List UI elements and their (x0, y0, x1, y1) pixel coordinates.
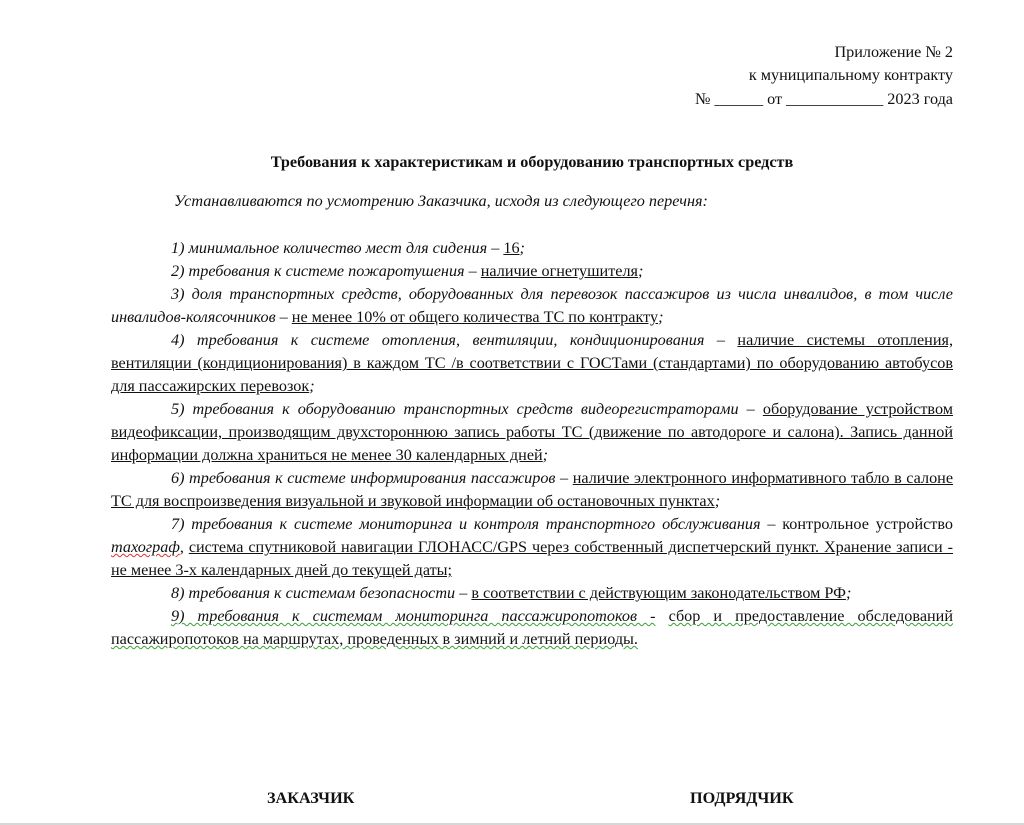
customer-signature-label: ЗАКАЗЧИК (267, 789, 355, 807)
requirement-value: система спутниковой навигации ГЛОНАСС/GPS через собственный диспетчерский пункт. Хранение записи - не менее 3-х календарных дней до текущей даты; (111, 538, 954, 579)
contractor-signature-label: ПОДРЯДЧИК (690, 789, 794, 807)
requirement-lead: 5) требования к оборудованию транспортных средств видеорегистраторами – (171, 400, 755, 418)
requirement-lead: 4) требования к системе отопления, вентиляции, кондиционирования – (171, 331, 725, 349)
requirement-lead: 7) требования к системе мониторинга и контроля транспортного обслуживания – (171, 515, 776, 533)
requirement-item: 6) требования к системе информирования пассажиров – наличие электронного информативного табло в салоне ТС для воспроизведения визуальной и звуковой информации об остановочных пунктах; (111, 469, 954, 510)
requirement-value: оборудование устройством видеофиксации, производящим двухстороннюю запись работы ТС (движение по автодороге и салона). Запись данной информации должна храниться не менее 30 календарных дней (111, 400, 953, 464)
contract-number-date: № ______ от ____________ 2023 года (695, 90, 953, 108)
requirement-value: сбор и предоставление обследований пассажиропотоков на маршрутах, проведенных в зимний и летний периоды. (111, 607, 954, 648)
contract-reference: к муниципальному контракту (748, 66, 953, 84)
appendix-number: Приложение № 2 (834, 43, 953, 61)
requirement-lead: 8) требования к системам безопасности – (171, 584, 468, 602)
requirement-lead: 2) требования к системе пожаротушения – (171, 262, 477, 280)
requirement-value-plain: контрольное устройство (782, 515, 953, 533)
requirement-value: 16 (503, 239, 520, 257)
requirement-lead: 3) доля транспортных средств, оборудованных для перевозок пассажиров из числа инвалидов, в том числе инвалидов-колясочников – (111, 285, 953, 326)
requirement-item: 7) требования к системе мониторинга и контроля транспортного обслуживания – контрольное устройство тахограф, система спутниковой навигации ГЛОНАСС/GPS через собственный диспетчерский пункт. Хранение записи - не менее 3-х календарных дней до текущей даты; (111, 515, 954, 579)
requirement-value: наличие системы отопления, вентиляции (кондиционирования) в каждом ТС /в соответствии с ГОСТами (стандартами) по оборудованию автобусов для пассажирских перевозок (111, 331, 953, 395)
intro-text: Устанавливаются по усмотрению Заказчика, исходя из следующего перечня: (174, 192, 708, 210)
requirement-item: 4) требования к системе отопления, вентиляции, кондиционирования – наличие системы отопления, вентиляции (кондиционирования) в каждом ТС /в соответствии с ГОСТами (стандартами) по оборудованию автобусов для пассажирских перевозок; (111, 331, 953, 395)
requirement-lead: 1) минимальное количество мест для сидения – (171, 239, 500, 257)
requirement-value: не менее 10% от общего количества ТС по контракту (291, 308, 659, 326)
requirement-value: наличие электронного информативного табло в салоне ТС для воспроизведения визуальной и звуковой информации об остановочных пунктах (111, 469, 954, 510)
requirement-value: наличие огнетушителя (480, 262, 638, 280)
document-title: Требования к характеристикам и оборудованию транспортных средств (270, 153, 794, 171)
requirement-lead: 9) требования к системам мониторинга пассажиропотоков - (171, 607, 656, 625)
requirement-item: 1) минимальное количество мест для сидения – 16; (171, 239, 525, 257)
requirement-lead: 6) требования к системе информирования пассажиров – (171, 469, 569, 487)
requirement-item: 8) требования к системам безопасности – в соответствии с действующим законодательством РФ; (171, 584, 852, 602)
requirement-item: 5) требования к оборудованию транспортных средств видеорегистраторами – оборудование устройством видеофиксации, производящим двухстороннюю запись работы ТС (движение по автодороге и салона). Запись данной информации должна храниться не менее 30 календарных дней; (111, 400, 953, 464)
spellcheck-word: тахограф (111, 538, 180, 556)
requirement-item (111, 605, 953, 651)
requirement-item: 2) требования к системе пожаротушения – наличие огнетушителя; (171, 262, 644, 280)
requirement-value: в соответствии с действующим законодательством РФ (471, 584, 846, 602)
requirements-list (111, 237, 953, 651)
requirement-item: 3) доля транспортных средств, оборудованных для перевозок пассажиров из числа инвалидов, в том числе инвалидов-колясочников – не менее 10% от общего количества ТС по контракту; (111, 285, 953, 326)
